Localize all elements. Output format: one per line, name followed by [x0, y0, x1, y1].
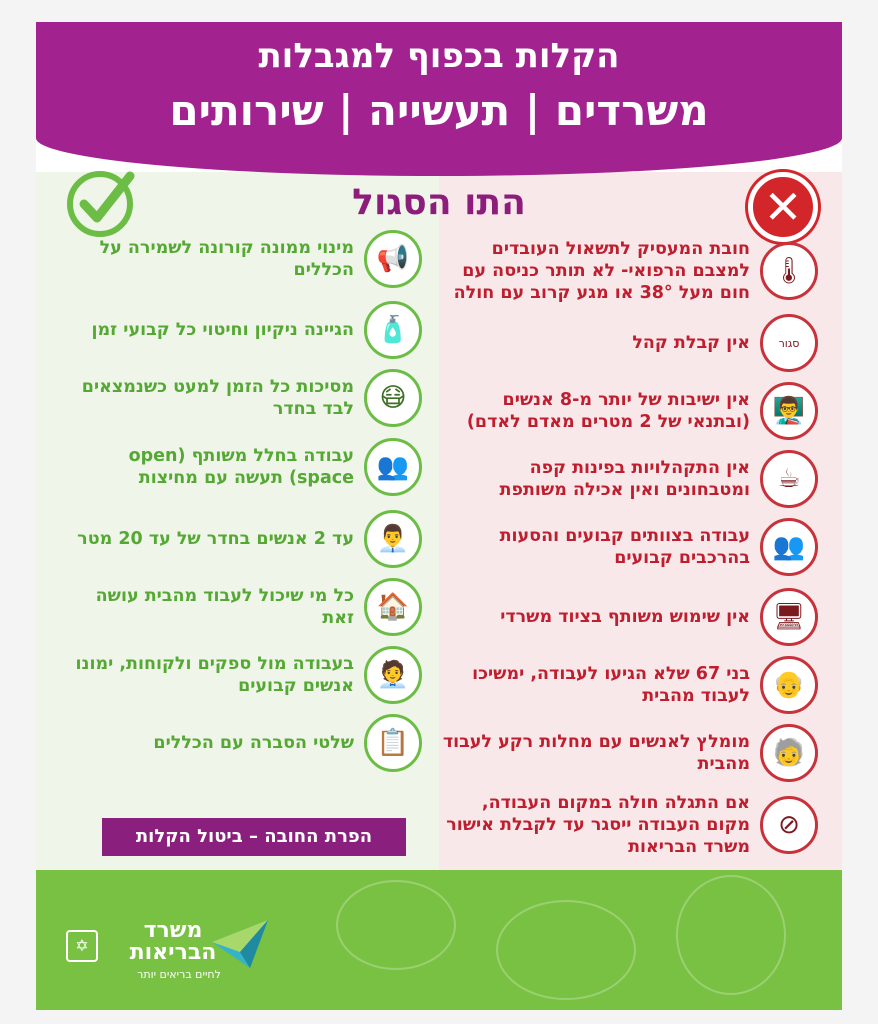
supplier-icon: 🧑‍💼 [364, 646, 422, 704]
allowed-item-text: שלטי הסברה עם הכללים [153, 733, 354, 753]
forbidden-item [440, 518, 818, 576]
forbidden-item-text: אין התקהלויות בפינות קפה ומטבחונים ואין אכילה משותפת [499, 458, 750, 500]
two-people-icon: 👨‍💼 [364, 510, 422, 568]
forbidden-item-text: אם התגלה חולה במקום העבודה, מקום העבודה ייסגר עד לקבלת אישור משרד הבריאות [446, 793, 750, 857]
header-title: הקלות בכפוף למגבלות [258, 36, 620, 76]
forbidden-item [440, 238, 818, 304]
thermometer-icon: 🌡 [760, 242, 818, 300]
spray-bottle-icon: 🧴 [364, 301, 422, 359]
forbidden-item-text: מומלץ לאנשים עם מחלות רקע לעבוד מהבית [442, 732, 750, 774]
forbidden-item [440, 382, 818, 440]
shared-space-icon: 👥 [364, 438, 422, 496]
decorative-swirl [676, 875, 786, 995]
allowed-item [64, 301, 422, 359]
closed-sign-icon: סגור [760, 314, 818, 372]
footer-bar [36, 870, 842, 1010]
forbidden-item-text: אין ישיבות של יותר מ-8 אנשים (ובתנאי של 2 מטרים מאדם לאדם) [466, 390, 750, 432]
header-subtitle: משרדים | תעשייה | שירותים [169, 86, 709, 135]
allowed-item-text: בעבודה מול ספקים ולקוחות, ימונו אנשים קבועים [75, 654, 354, 696]
elderly-man-icon: 👴 [760, 656, 818, 714]
allowed-item [64, 578, 422, 636]
checkmark-icon [64, 164, 138, 238]
allowed-item-text: מינוי ממונה קורונה לשמירה על הכללים [99, 238, 354, 280]
logo-mark-icon [210, 912, 270, 972]
allowed-item [64, 230, 422, 288]
allowed-item [64, 369, 422, 427]
allowed-item-text: כל מי שיכול לעבוד מהבית עושה זאת [95, 586, 354, 628]
header-banner [36, 22, 842, 176]
revoke-note: הפרת החובה – ביטול הקלות [102, 818, 406, 856]
coffee-cup-icon: ☕ [760, 450, 818, 508]
allowed-item-text: מסיכות כל הזמן למעט כשנמצאים לבד בחדר [81, 377, 354, 419]
forbidden-item [440, 450, 818, 508]
decorative-swirl [336, 880, 456, 970]
poster [36, 22, 842, 1010]
decorative-swirl [496, 900, 636, 1000]
meeting-icon: 👨‍🏫 [760, 382, 818, 440]
forbidden-item [440, 724, 818, 782]
forbidden-item-text: עבודה בצוותים קבועים והסעות בהרכבים קבועים [499, 526, 750, 568]
sign-icon: 📋 [364, 714, 422, 772]
elderly-person-icon: 🧓 [760, 724, 818, 782]
forbidden-item-text: חובת המעסיק לתשאול העובדים למצבם הרפואי- לא תותר כניסה עם חום מעל 38° או מגע קרוב עם חולה [453, 239, 750, 303]
forbidden-item-text: אין קבלת קהל [632, 333, 750, 353]
allowed-item-text: עד 2 אנשים בחדר של עד 20 מטר [77, 529, 354, 549]
face-mask-icon: 😷 [364, 369, 422, 427]
office-desk-icon: 🖥 [760, 588, 818, 646]
section-title: התו הסגול [352, 182, 526, 223]
allowed-item-text: הגיינה ניקיון וחיטוי כל קבועי זמן [91, 320, 354, 340]
forbidden-item [440, 792, 818, 858]
home-work-icon: 🏠 [364, 578, 422, 636]
allowed-item [64, 438, 422, 496]
forbidden-item [440, 588, 818, 646]
megaphone-icon: 📢 [364, 230, 422, 288]
x-mark-icon: ✕ [748, 172, 818, 242]
logo-name: משרד הבריאות [129, 918, 217, 965]
ministry-of-health-logo [64, 912, 264, 982]
allowed-item-text: עבודה בחלל משותף (open space) תעשה עם מחיצות [128, 446, 354, 488]
team-icon: 👥 [760, 518, 818, 576]
allowed-item [64, 646, 422, 704]
logo-tagline: לחיים בריאים יותר [137, 968, 221, 981]
forbidden-item [440, 656, 818, 714]
prohibited-icon: ⊘ [760, 796, 818, 854]
state-emblem-icon: ✡ [66, 930, 98, 962]
forbidden-item-text: בני 67 שלא הגיעו לעבודה, ימשיכו לעבוד מהבית [472, 664, 750, 706]
forbidden-item-text: אין שימוש משותף בציוד משרדי [500, 607, 750, 627]
allowed-item [64, 714, 422, 772]
allowed-item [64, 510, 422, 568]
forbidden-item [440, 314, 818, 372]
